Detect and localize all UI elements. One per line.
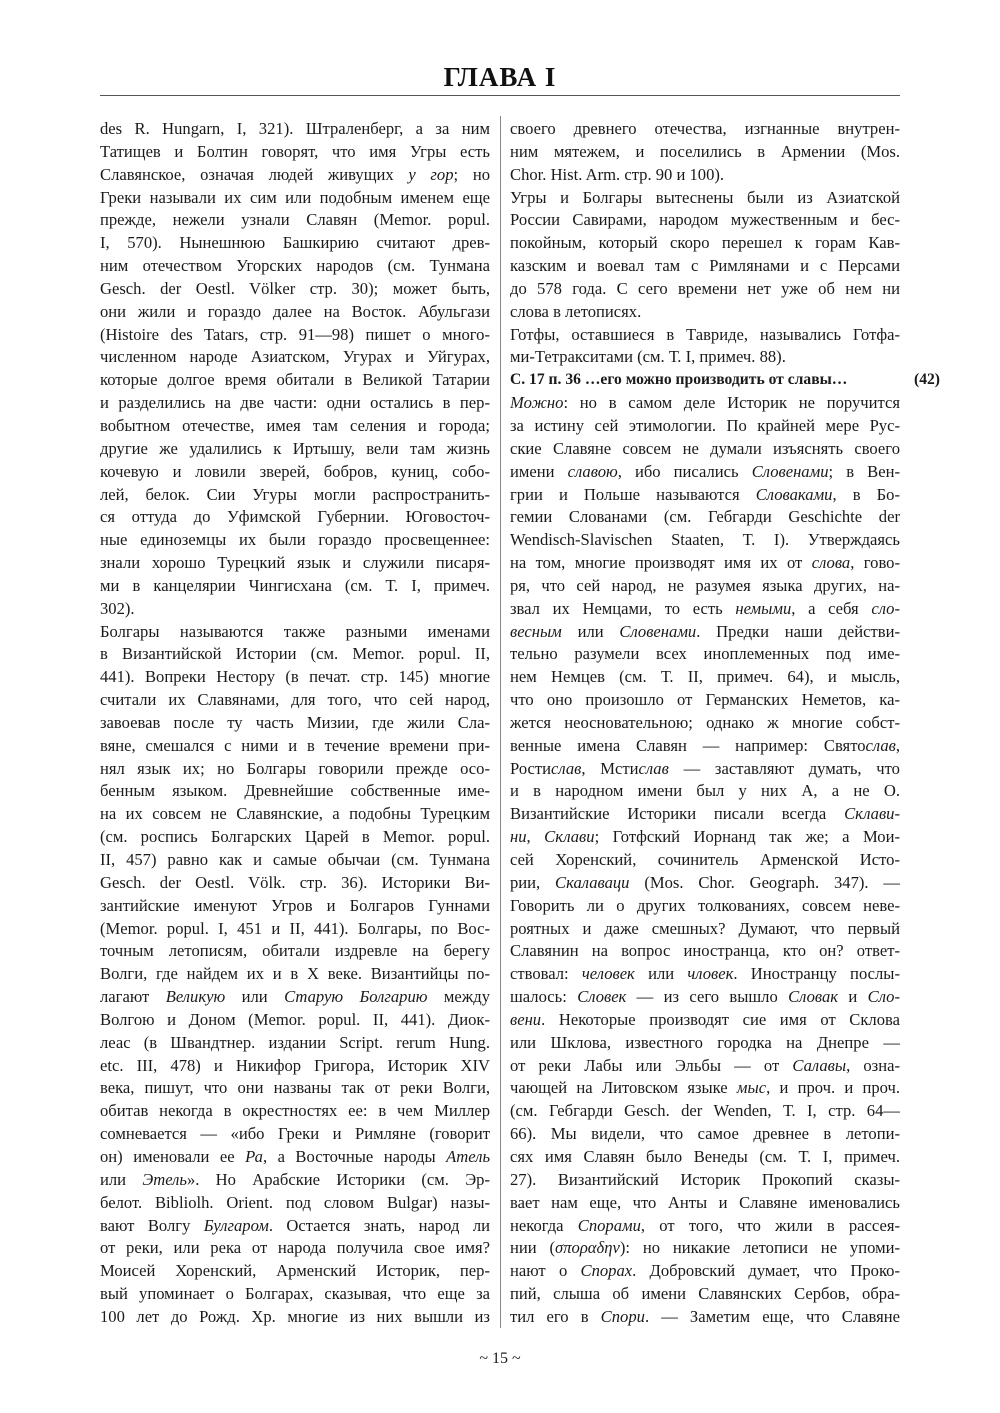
body-text: Византийские Историки писали всегда xyxy=(510,804,845,824)
text-line xyxy=(510,415,900,438)
italic-text: слова xyxy=(811,553,851,573)
body-text: 66). Мы видели, что самое древнее в летопи- xyxy=(510,1124,900,1144)
text-line xyxy=(100,1123,490,1146)
body-text: des R. Hungarn, I, 321). Штраленберг, а за ним xyxy=(100,119,490,138)
body-text: сей Хоренский, сочинитель Арменской Исто- xyxy=(510,850,900,869)
body-text: или xyxy=(225,987,285,1007)
text-line xyxy=(510,621,900,644)
body-text: . Некоторые производят сие имя от Склова xyxy=(541,1009,900,1029)
body-text: роятных и даже смешных? Думают, что первый xyxy=(510,918,900,938)
body-text: (Mos. Chor. Geograph. 347). — xyxy=(629,872,900,892)
body-text: (Memor. popul. I, 451 и II, 441). Болгары, по Вос- xyxy=(100,918,490,938)
body-text: Болгары называются также разными именами xyxy=(100,621,490,641)
body-text: ря, что сей народ, не разумея языка других, на- xyxy=(510,575,900,595)
text-line xyxy=(510,895,900,918)
body-text: и в народном имени был у них А, а не О. xyxy=(510,781,900,801)
body-text: вает нам еще, что Анты и Славяне именовались xyxy=(510,1192,900,1212)
body-text: . Предки наши действи- xyxy=(696,621,900,641)
text-line xyxy=(510,484,900,507)
body-text: некогда xyxy=(510,1215,578,1235)
italic-text: слав xyxy=(638,758,669,778)
body-text: нял язык их; но Болгары говорили прежде осо- xyxy=(100,758,490,778)
body-text: гемии Слованами (см. Гебгарди Geschichte der xyxy=(510,507,900,527)
text-line xyxy=(510,301,900,324)
body-text: Волги, где найдем их и в X веке. Византийцы по- xyxy=(100,964,490,984)
body-text: ся оттуда до Уфимской Губернии. Юговосточ- xyxy=(100,507,490,527)
body-text: зантийские именуют Угров и Болгаров Гуннами xyxy=(100,895,490,915)
text-line xyxy=(100,232,490,255)
note-heading-text: С. 17 п. 36 …его можно производить от славы… xyxy=(510,371,848,389)
body-text: Волгою и Доном (Memor. popul. II, 441). Диок- xyxy=(100,1009,490,1029)
body-text: , а Восточные народы xyxy=(262,1146,447,1166)
text-line xyxy=(100,324,490,347)
body-text: кочевую и ловили зверей, бобров, куниц, собо- xyxy=(100,461,490,481)
text-line xyxy=(100,438,490,461)
body-text: I, 570). Нынешнюю Башкирию считают древ- xyxy=(100,233,490,253)
body-text: от реки, или река от народа получила свое имя? xyxy=(100,1238,490,1258)
body-text: , в Бо- xyxy=(832,484,900,504)
body-text: за истину сей этимологии. По крайней мере Рус- xyxy=(510,415,900,435)
text-line xyxy=(510,1306,900,1329)
body-text: ; в Вен- xyxy=(828,461,900,481)
italic-text: вени xyxy=(510,1009,542,1029)
body-text: которые долгое время обитали в Великой Татарии xyxy=(100,370,490,390)
text-line xyxy=(510,758,900,781)
body-text: и разделились на две части: одни остались в пер- xyxy=(100,393,490,413)
text-line xyxy=(100,986,490,1009)
text-line xyxy=(100,758,490,781)
right-column xyxy=(510,118,940,1329)
body-text: , и проч. и проч. xyxy=(766,1078,900,1098)
italic-text: мыс xyxy=(736,1078,767,1098)
text-line xyxy=(100,1055,490,1078)
text-line xyxy=(100,1237,490,1260)
text-line xyxy=(510,1237,900,1260)
body-text: численном народе Азиатском, Угурах и Уйгурах, xyxy=(100,347,490,367)
text-line xyxy=(510,963,900,986)
body-text: . Остается знать, народ ли xyxy=(268,1215,490,1235)
chapter-title: ГЛАВА I xyxy=(443,62,557,92)
text-line xyxy=(510,1192,900,1215)
text-line xyxy=(510,735,900,758)
body-text: Chor. Hist. Arm. стр. 90 и 100). xyxy=(510,164,725,184)
text-line xyxy=(510,872,900,895)
body-text: (см. Гебгарди Gesch. der Wenden, Т. I, стр. 64— xyxy=(510,1101,900,1121)
body-text: тельно разумели всех иноплеменных под име- xyxy=(510,644,900,664)
italic-text: слав xyxy=(865,735,896,755)
body-text: , а себя xyxy=(791,598,872,618)
body-text: звал их Немцами, то есть xyxy=(510,598,736,618)
text-line xyxy=(510,803,900,826)
body-text: вобытном отечестве, имея там селения и города; xyxy=(100,415,490,435)
text-line xyxy=(100,1260,490,1283)
text-line xyxy=(100,872,490,895)
italic-text: Можно xyxy=(510,393,564,413)
text-line xyxy=(100,369,490,392)
body-text: леас (в Швандтнер. издании Script. rerum Hung. xyxy=(100,1032,490,1052)
text-line xyxy=(100,1283,490,1306)
body-text: , xyxy=(526,827,545,847)
body-text: . Иностранцу послы- xyxy=(733,964,900,984)
italic-text: ни xyxy=(510,827,527,847)
body-text: ; но xyxy=(453,164,490,184)
body-text: от реки Лабы или Эльбы — от xyxy=(510,1055,793,1075)
body-text: покойным, который скоро перешел к горам Кав- xyxy=(510,233,900,253)
body-text: ним мятежем, и поселились в Армении (Mos. xyxy=(510,141,900,161)
text-line xyxy=(100,918,490,941)
text-line xyxy=(100,484,490,507)
text-line xyxy=(100,141,490,164)
italic-text: чловек xyxy=(687,964,734,984)
text-line xyxy=(100,415,490,438)
text-line xyxy=(510,1100,900,1123)
body-text: до 578 года. С сего времени нет уже об нем ни xyxy=(510,278,900,298)
text-line xyxy=(100,552,490,575)
italic-text: Спори xyxy=(600,1306,645,1326)
italic-text: Словаками xyxy=(755,484,833,504)
text-line xyxy=(510,438,900,461)
body-text: в Византийской Истории (см. Memor. popul. II, xyxy=(100,644,490,664)
text-line xyxy=(100,1169,490,1192)
text-line xyxy=(100,963,490,986)
italic-text: Словенами xyxy=(751,461,829,481)
body-text: etc. III, 478) и Никифор Григора, Историк XIV xyxy=(100,1055,490,1075)
text-line xyxy=(510,1055,900,1078)
italic-text: Словек xyxy=(577,987,627,1007)
body-text: ные единоземцы их были гораздо просвещеннее: xyxy=(100,530,490,550)
text-line xyxy=(510,1077,900,1100)
body-text: они жили и гораздо далее на Восток. Абульгази xyxy=(100,301,490,321)
text-line xyxy=(100,575,490,598)
body-text: пий, слыша об имени Славянских Сербов, обра- xyxy=(510,1284,900,1304)
text-line xyxy=(100,643,490,666)
body-text: обитав некогда в окрестностях ее: в чем Миллер xyxy=(100,1101,490,1121)
italic-text: Спорах xyxy=(580,1261,633,1281)
text-line xyxy=(510,849,900,872)
italic-text: Спорами xyxy=(577,1215,641,1235)
body-text: или xyxy=(561,621,620,641)
text-line xyxy=(100,209,490,232)
body-text: , от того, что жили в рассея- xyxy=(640,1215,900,1235)
italic-text: Атель xyxy=(446,1146,490,1166)
body-text: Говорить ли о других толкованиях, совсем неве- xyxy=(510,895,900,915)
text-line xyxy=(100,164,490,187)
text-line xyxy=(510,141,900,164)
italic-text: слав xyxy=(551,758,582,778)
text-line xyxy=(100,940,490,963)
text-line xyxy=(510,164,900,187)
body-text: или Шклова, известного городка на Днепре — xyxy=(510,1032,900,1052)
text-line xyxy=(510,187,900,210)
italic-text: Этель xyxy=(142,1169,187,1189)
text-line xyxy=(100,1077,490,1100)
body-text: венные имена Славян — например: Свято xyxy=(510,735,866,755)
body-text: слова в летописях. xyxy=(510,301,642,321)
body-text: . — Заметим еще, что Славяне xyxy=(644,1306,900,1326)
italic-text: весным xyxy=(510,621,562,641)
body-text: или xyxy=(100,1169,143,1189)
body-text: 441). Вопреки Нестору (в печат. стр. 145) многие xyxy=(100,667,490,687)
text-line xyxy=(510,643,900,666)
text-line xyxy=(100,735,490,758)
italic-text: Склави- xyxy=(844,804,900,824)
text-line xyxy=(100,1100,490,1123)
text-line xyxy=(510,1123,900,1146)
text-line xyxy=(100,187,490,210)
text-line xyxy=(100,1215,490,1238)
body-text: Татищев и Болтин говорят, что имя Угры есть xyxy=(100,141,490,161)
body-text: Греки называли их сим или подобным именем еще xyxy=(100,187,490,207)
italic-text: у гор xyxy=(408,164,454,184)
body-text: тил его в xyxy=(510,1306,601,1326)
body-text: , озна- xyxy=(846,1055,900,1075)
body-text: нем Немцев (см. Т. II, примеч. 64), и мысль, xyxy=(510,667,900,687)
body-text: между xyxy=(427,987,490,1007)
text-line xyxy=(100,1306,490,1329)
body-text: вяне, смешался с ними и в течение времени при- xyxy=(100,735,490,755)
text-line xyxy=(510,1283,900,1306)
italic-text: Великую xyxy=(165,987,226,1007)
body-text: ним отечеством Угорских народов (см. Тунмана xyxy=(100,256,490,276)
text-line xyxy=(510,918,900,941)
body-text: Gesch. der Oestl. Völk. стр. 36). Историки Ви- xyxy=(100,872,490,892)
text-line xyxy=(510,118,900,141)
text-line xyxy=(100,1032,490,1055)
body-text: ми-Тетракситами (см. Т. I, примеч. 88). xyxy=(510,347,786,367)
body-text: Готфы, оставшиеся в Тавриде, назывались Готфа- xyxy=(510,324,900,344)
body-text: века, пишут, что они названы так от реки Волги, xyxy=(100,1078,490,1098)
body-text: (см. роспись Болгарских Царей в Memor. popul. xyxy=(100,827,490,847)
text-line xyxy=(100,346,490,369)
body-text: Gesch. der Oestl. Völker стр. 30); может быть, xyxy=(100,278,490,298)
body-text: Рости xyxy=(510,758,552,778)
body-text: ): но никакие летописи не упоми- xyxy=(619,1238,900,1258)
text-line xyxy=(100,255,490,278)
body-text: Славянское, означая людей живущих xyxy=(100,164,409,184)
body-text: что оно произошло от Германских Неметов, ка- xyxy=(510,690,900,710)
text-line xyxy=(100,461,490,484)
text-line xyxy=(510,255,900,278)
text-line xyxy=(510,826,900,849)
text-line xyxy=(510,1146,900,1169)
column-divider xyxy=(500,116,501,1328)
italic-text: Словенами xyxy=(619,621,697,641)
text-line xyxy=(100,301,490,324)
body-text: точным летописям, обитали издревле на берегу xyxy=(100,941,490,961)
body-text: II, 457) равно как и самые обычаи (см. Тунмана xyxy=(100,850,490,869)
body-text: , ибо писались xyxy=(617,461,752,481)
body-text: — заставляют думать, что xyxy=(668,758,900,778)
text-line xyxy=(100,1146,490,1169)
italic-text: сло- xyxy=(871,598,900,618)
text-line xyxy=(510,324,900,347)
text-line xyxy=(510,1260,900,1283)
note-heading xyxy=(510,369,940,392)
body-text: ские Славяне совсем не думали изъяснять своего xyxy=(510,438,900,458)
italic-text: немыми xyxy=(735,598,792,618)
body-text: на их совсем не Славянские, а подобны Турецким xyxy=(100,804,490,824)
body-text: , Мсти xyxy=(581,758,639,778)
body-text: (Histoire des Tatars, стр. 91—98) пишет о много- xyxy=(100,324,490,344)
body-text: завоевав после ту часть Мизии, где жили Сла- xyxy=(100,712,490,732)
text-line xyxy=(100,621,490,644)
italic-text: Словак xyxy=(788,987,839,1007)
body-text: нают о xyxy=(510,1261,581,1281)
body-text: , гово- xyxy=(850,553,900,573)
body-text: он) именовали ее xyxy=(100,1146,246,1166)
text-line xyxy=(100,780,490,803)
body-text: 100 лет до Рожд. Хр. многие из них вышли из xyxy=(100,1306,490,1326)
body-text: сомневается — «ибо Греки и Римляне (говорит xyxy=(100,1124,490,1144)
body-text: вают Волгу xyxy=(100,1215,204,1235)
text-line xyxy=(100,666,490,689)
italic-text: Булгаром xyxy=(203,1215,269,1235)
body-text: — из сего вышло xyxy=(626,987,789,1007)
body-text: своего древнего отечества, изгнанные внутрен- xyxy=(510,119,900,138)
text-line xyxy=(510,712,900,735)
body-text: на том, многие производят имя их от xyxy=(510,553,812,573)
body-text: вый упоминает о Болгарах, сказывая, что еще за xyxy=(100,1284,490,1304)
body-text: . Добровский думает, что Проко- xyxy=(632,1261,900,1281)
text-line xyxy=(100,689,490,712)
text-line xyxy=(100,803,490,826)
text-line xyxy=(510,209,900,232)
body-text: ми в канцелярии Чингисхана (см. Т. I, примеч. xyxy=(100,575,490,595)
text-line xyxy=(510,1032,900,1055)
text-line xyxy=(510,552,900,575)
text-line xyxy=(100,598,490,621)
body-text: ствовал: xyxy=(510,964,582,984)
body-text: знали хорошо Турецкий язык и служили писаря- xyxy=(100,553,490,573)
text-line xyxy=(510,1215,900,1238)
italic-text: Ра xyxy=(245,1146,263,1166)
text-line xyxy=(100,895,490,918)
text-line xyxy=(510,986,900,1009)
body-text: ». Но Арабские Историки (см. Эр- xyxy=(186,1169,490,1189)
italic-text: σποραδην xyxy=(555,1238,620,1258)
body-text: России Савирами, народом мужественным и бес- xyxy=(510,210,900,230)
body-text: , xyxy=(895,735,900,755)
text-line xyxy=(510,232,900,255)
italic-text: Старую Болгарию xyxy=(284,987,428,1007)
body-text: : но в самом деле Историк не поручится xyxy=(563,393,900,413)
body-text: Wendisch-Slavischen Staaten, Т. I). Утверждаясь xyxy=(510,530,900,550)
text-line xyxy=(510,575,900,598)
left-column xyxy=(100,118,490,1329)
italic-text: Скалаваци xyxy=(555,872,630,892)
body-text: белот. Bibliolh. Orient. под словом Bulgar) назы- xyxy=(100,1192,490,1212)
body-text: рии, xyxy=(510,872,556,892)
body-text: казским и воевал там с Римлянами и с Персами xyxy=(510,256,900,276)
body-text: и xyxy=(838,987,868,1007)
text-line xyxy=(510,666,900,689)
text-line xyxy=(100,506,490,529)
italic-text: человек xyxy=(581,964,635,984)
text-line xyxy=(510,461,900,484)
text-line xyxy=(510,346,900,369)
body-text: чающей на Литовском языке xyxy=(510,1078,737,1098)
text-line xyxy=(100,849,490,872)
text-line xyxy=(100,712,490,735)
body-text: грии и Польше называются xyxy=(510,484,756,504)
body-text: Угры и Болгары вытеснены были из Азиатской xyxy=(510,187,900,207)
body-text: 302). xyxy=(100,598,135,618)
text-line xyxy=(100,392,490,415)
body-text: лагают xyxy=(100,987,166,1007)
header-rule xyxy=(100,95,900,96)
italic-text: Склави xyxy=(544,827,595,847)
text-line xyxy=(100,118,490,141)
text-line xyxy=(510,529,900,552)
body-text: сях имя Славян было Венеды (см. Т. I, примеч. xyxy=(510,1146,900,1166)
text-line xyxy=(510,1009,900,1032)
note-reference-number: (42) xyxy=(914,371,940,389)
italic-text: Сло- xyxy=(867,987,900,1007)
body-text: другие же удалились к Иртышу, вели там жизнь xyxy=(100,438,490,458)
page-number: ~ 15 ~ xyxy=(479,1350,521,1367)
body-text: Славянин на вопрос иностранца, кто он? ответ- xyxy=(510,941,900,961)
text-line xyxy=(100,529,490,552)
body-text: 27). Византийский Историк Прокопий сказы- xyxy=(510,1169,900,1189)
body-text: нии ( xyxy=(510,1238,556,1258)
body-text: или xyxy=(634,964,688,984)
text-line xyxy=(510,392,900,415)
body-text: лей, белок. Сии Угуры могли распространить- xyxy=(100,484,490,504)
body-text: ; Готфский Иорнанд так же; а Мои- xyxy=(594,827,900,847)
body-text: жется неосновательною; однако ж многие собст- xyxy=(510,712,900,732)
text-line xyxy=(510,278,900,301)
body-text: Моисей Хоренский, Арменский Историк, пер- xyxy=(100,1261,490,1281)
body-text: бенным языком. Древнейшие собственные име- xyxy=(100,781,490,801)
text-line xyxy=(100,278,490,301)
body-text: шалось: xyxy=(510,987,578,1007)
text-line xyxy=(100,826,490,849)
text-line xyxy=(510,780,900,803)
text-line xyxy=(510,598,900,621)
text-line xyxy=(100,1192,490,1215)
text-line xyxy=(100,1009,490,1032)
italic-text: Салавы xyxy=(792,1055,847,1075)
body-text: прежде, нежели узнали Славян (Memor. popul. xyxy=(100,210,490,230)
text-line xyxy=(510,506,900,529)
text-line xyxy=(510,1169,900,1192)
text-line xyxy=(510,689,900,712)
italic-text: славою xyxy=(567,461,618,481)
body-text: считали их Славянами, для того, что сей народ, xyxy=(100,690,490,710)
text-line xyxy=(510,940,900,963)
body-text: имени xyxy=(510,461,568,481)
